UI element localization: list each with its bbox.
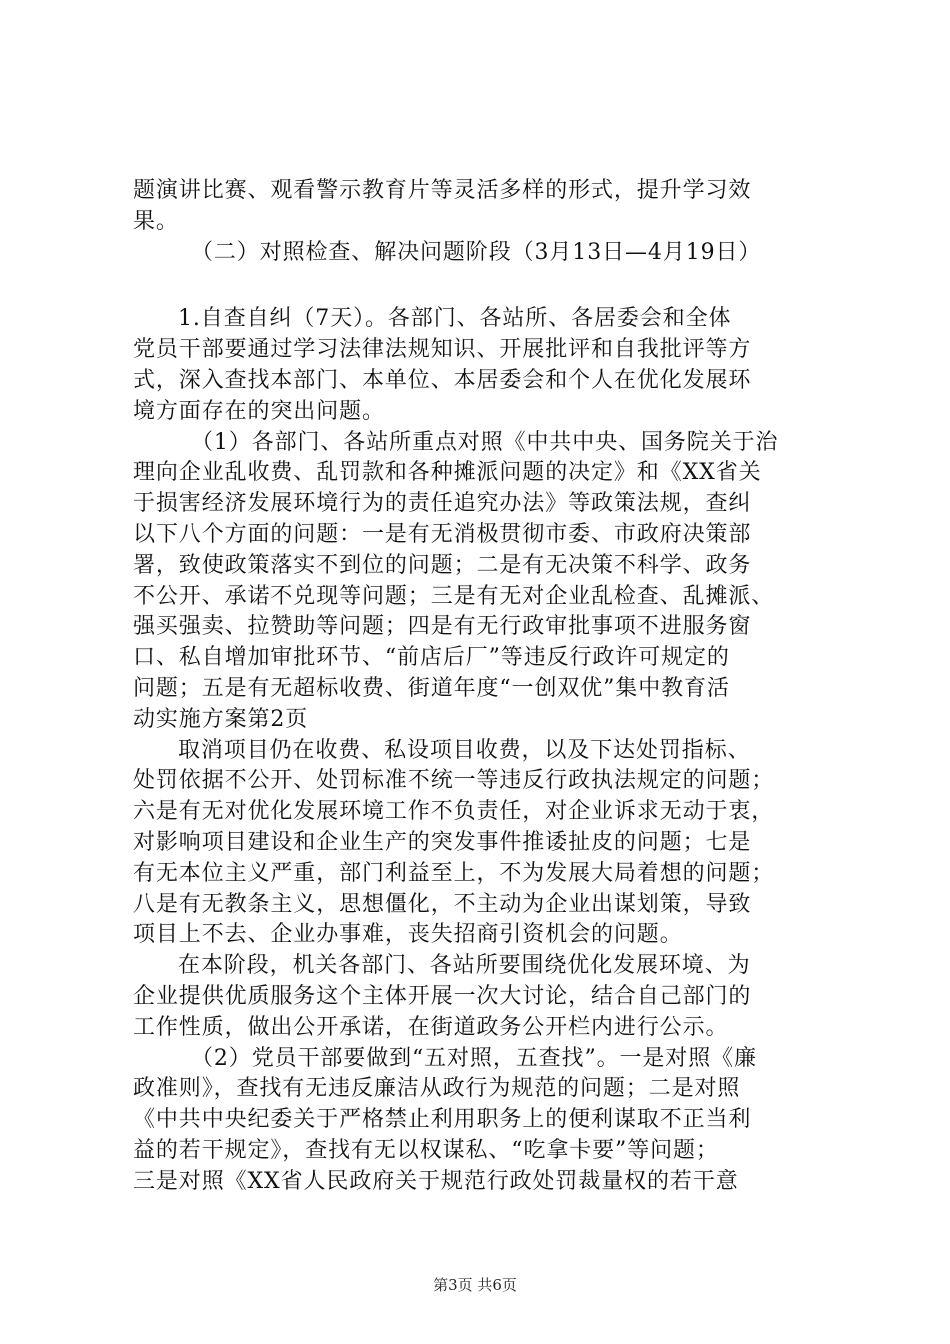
text-line: 有无本位主义严重，部门利益至上，不为发展大局着想的问题；	[133, 860, 775, 886]
text-line: 项目上不去、企业办事难，丧失招商引资机会的问题。	[133, 922, 683, 948]
text-line: 境方面存在的突出问题。	[133, 398, 385, 424]
text-line: （2）党员干部要做到“五对照，五查找”。一是对照《廉	[191, 1045, 757, 1071]
text-line: 三是对照《XX省人民政府关于规范行政处罚裁量权的若干意	[133, 1168, 739, 1194]
text-line: 对影响项目建设和企业生产的突发事件推诿扯皮的问题；七是	[133, 829, 752, 855]
text-line: 题演讲比赛、观看警示教育片等灵活多样的形式，提升学习效	[133, 178, 752, 203]
text-line: 署，致使政策落实不到位的问题；二是有无决策不科学、政务	[133, 552, 752, 578]
text-line: （1）各部门、各站所重点对照《中共中央、国务院关于治	[191, 429, 779, 455]
text-line: 果。	[133, 208, 179, 234]
text-line: 以下八个方面的问题：一是有无消极贯彻市委、市政府决策部	[133, 521, 752, 547]
text-line: 理向企业乱收费、乱罚款和各种摊派问题的决定》和《XX省关	[133, 460, 762, 486]
text-line: 1.自查自纠（7天）。各部门、各站所、各居委会和全体	[178, 306, 732, 332]
text-line: 不公开、承诺不兑现等问题；三是有无对企业乱检查、乱摊派、	[133, 583, 775, 609]
page-number-label: 第3页 共6页	[433, 1276, 517, 1294]
text-line: 益的若干规定》，查找有无以权谋私、“吃拿卡要”等问题；	[133, 1137, 719, 1163]
text-line: 于损害经济发展环境行为的责任追究办法》等政策法规，查纠	[133, 491, 752, 517]
text-line: 式，深入查找本部门、本单位、本居委会和个人在优化发展环	[133, 367, 752, 393]
text-line: 六是有无对优化发展环境工作不负责任，对企业诉求无动于衷，	[133, 799, 775, 825]
text-line: 《中共中央纪委关于严格禁止利用职务上的便利谋取不正当利	[133, 1107, 752, 1133]
text-line: 动实施方案第2页	[133, 706, 309, 732]
text-line: 党员干部要通过学习法律法规知识、开展批评和自我批评等方	[133, 337, 752, 363]
text-line: 强买强卖、拉赞助等问题；四是有无行政审批事项不进服务窗	[133, 614, 752, 640]
text-line: 政准则》，查找有无违反廉洁从政行为规范的问题；二是对照	[133, 1076, 741, 1102]
text-line: 口、私自增加审批环节、“前店后厂”等违反行政许可规定的	[133, 645, 730, 671]
text-line: 八是有无教条主义，思想僵化，不主动为企业出谋划策，导致	[133, 891, 752, 917]
text-line: 取消项目仍在收费、私设项目收费，以及下达处罚指标、	[178, 737, 751, 763]
text-line: 企业提供优质服务这个主体开展一次大讨论，结合自己部门的	[133, 983, 752, 1009]
paragraph-gap	[133, 268, 833, 304]
text-line: 处罚依据不公开、处罚标准不统一等违反行政执法规定的问题；	[133, 768, 775, 794]
text-line: 问题；五是有无超标收费、街道年度“一创双优”集中教育活	[133, 675, 730, 701]
page-footer	[0, 1274, 950, 1295]
section-heading: （二）对照检查、解决问题阶段（3月13日—4月19日）	[191, 239, 762, 265]
document-body	[133, 176, 833, 1198]
text-line: 工作性质，做出公开承诺，在街道政务公开栏内进行公示。	[133, 1014, 729, 1040]
text-line: 在本阶段，机关各部门、各站所要围绕优化发展环境、为	[178, 953, 751, 979]
